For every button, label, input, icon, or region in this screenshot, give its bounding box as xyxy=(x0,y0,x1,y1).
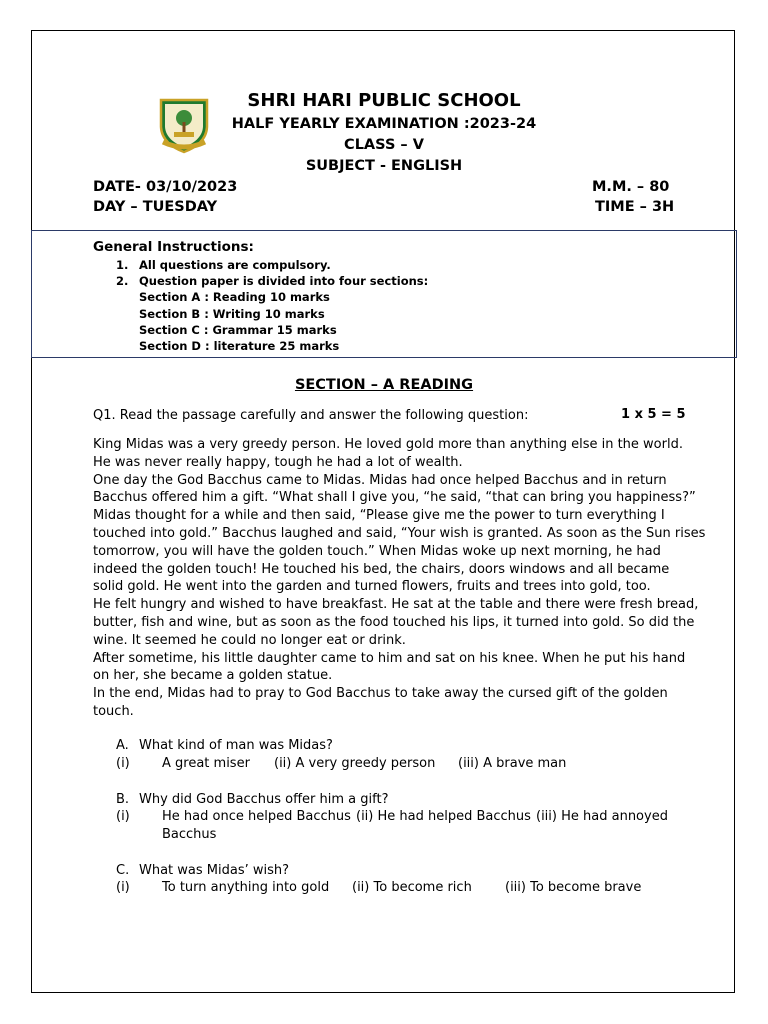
option: (iii) To become brave xyxy=(505,880,642,895)
question-letter: C. xyxy=(116,863,130,878)
section-mark-line: Section A : Reading 10 marks xyxy=(139,290,330,304)
instruction-number: 1. xyxy=(116,258,129,272)
option: (ii) A very greedy person xyxy=(274,756,436,771)
option-number: (i) xyxy=(116,756,130,771)
passage-line: touched into gold.” Bacchus laughed and said, “Your wish is granted. As soon as the Sun rises xyxy=(93,525,706,541)
option: (ii) To become rich xyxy=(352,880,472,895)
section-mark-line: Section B : Writing 10 marks xyxy=(139,307,325,321)
subject-label: SUBJECT - ENGLISH xyxy=(305,158,463,174)
exam-day: DAY – TUESDAY xyxy=(93,199,218,215)
exam-date: DATE- 03/10/2023 xyxy=(93,179,238,195)
passage-line: solid gold. He went into the garden and turned flowers, fruits and trees into gold, too. xyxy=(93,579,651,595)
section-a-title: SECTION – A READING xyxy=(294,377,474,393)
passage-line: King Midas was a very greedy person. He loved gold more than anything else in the world. xyxy=(93,437,683,452)
class-label: CLASS – V xyxy=(344,137,424,153)
passage-line: on her, she became a golden statue. xyxy=(93,668,333,684)
question-letter: B. xyxy=(116,792,130,807)
passage-line: One day the God Bacchus came to Midas. Midas had once helped Bacchus and in return xyxy=(93,472,667,488)
section-mark-line: Section D : literature 25 marks xyxy=(139,339,340,353)
option: A great miser xyxy=(162,756,250,771)
option: To turn anything into gold xyxy=(162,880,330,895)
option: He had once helped Bacchus xyxy=(162,809,351,824)
passage-line: butter, fish and wine, but as soon as the food touched his lips, it turned into gold. So did the xyxy=(93,614,695,630)
passage-line: He felt hungry and wished to have breakfast. He sat at the table and there were fresh bread, xyxy=(93,597,699,613)
question-text: What was Midas’ wish? xyxy=(139,863,290,878)
passage-line: In the end, Midas had to pray to God Bacchus to take away the cursed gift of the golden xyxy=(93,686,668,702)
max-marks: M.M. – 80 xyxy=(592,179,670,195)
passage-line: After sometime, his little daughter came to him and sat on his knee. When he put his hand xyxy=(93,650,686,666)
q1-marks: 1 x 5 = 5 xyxy=(621,407,686,422)
question-text: Why did God Bacchus offer him a gift? xyxy=(139,792,389,807)
passage-line: He was never really happy, tough he had a lot of wealth. xyxy=(93,454,463,470)
option-continued: Bacchus xyxy=(162,827,217,842)
school-name: SHRI HARI PUBLIC SCHOOL xyxy=(247,90,521,111)
option: (ii) He had helped Bacchus xyxy=(356,809,531,824)
instruction-item: All questions are compulsory. xyxy=(139,258,331,272)
section-mark-line: Section C : Grammar 15 marks xyxy=(139,323,337,337)
exam-time: TIME – 3H xyxy=(595,199,675,215)
q1-prompt: Q1. Read the passage carefully and answer the following question: xyxy=(93,408,529,423)
option: (iii) A brave man xyxy=(458,756,567,771)
question-text: What kind of man was Midas? xyxy=(139,738,333,753)
passage-line: indeed the golden touch! He touched his bed, the chairs, doors windows and all became xyxy=(93,561,670,577)
passage-line: tomorrow, you will have the golden touch.” When Midas woke up next morning, he had xyxy=(93,543,661,559)
instruction-item: Question paper is divided into four sections: xyxy=(139,274,429,288)
option-number: (i) xyxy=(116,880,130,895)
passage-line: wine. It seemed he could no longer eat or drink. xyxy=(93,632,406,648)
option-number: (i) xyxy=(116,809,130,824)
passage-line: touch. xyxy=(93,703,134,719)
option: (iii) He had annoyed xyxy=(536,809,668,824)
instruction-number: 2. xyxy=(116,274,129,288)
passage-line: Bacchus offered him a gift. “What shall I give you, “he said, “that can bring you happiness?” xyxy=(93,490,696,506)
question-letter: A. xyxy=(116,738,129,753)
exam-title: HALF YEARLY EXAMINATION :2023-24 xyxy=(231,116,537,132)
instructions-title: General Instructions: xyxy=(93,239,254,255)
passage-line: Midas thought for a while and then said, “Please give me the power to turn everything I xyxy=(93,508,665,524)
reading-passage xyxy=(93,436,706,721)
